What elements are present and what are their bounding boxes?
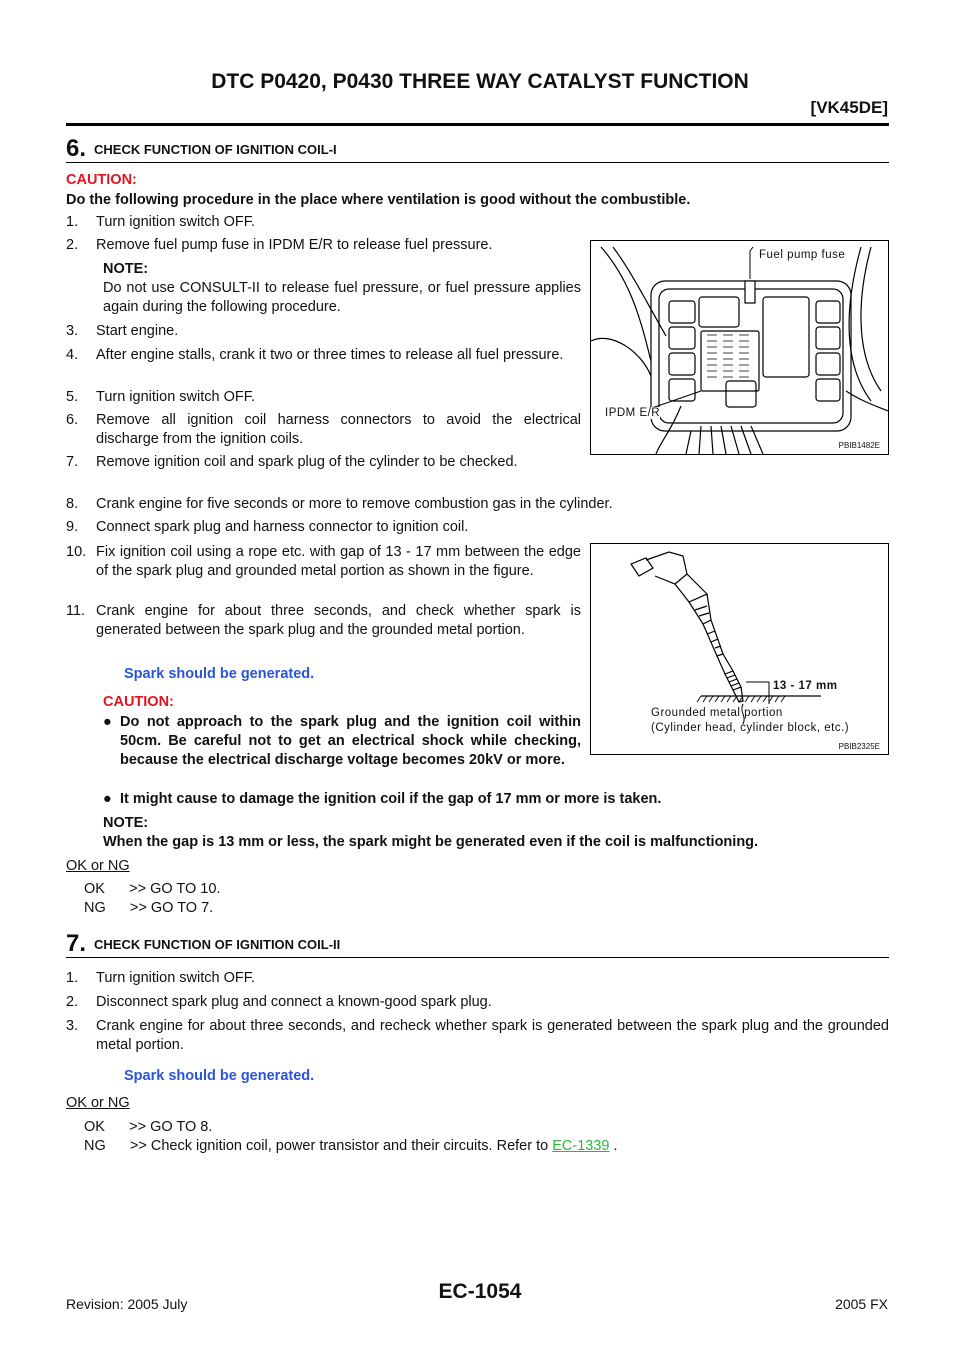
ignition-coil-figure (590, 543, 889, 755)
ok-ng-label: OK or NG (66, 858, 130, 874)
list-item: 4. After engine stalls, crank it two or three times to release all fuel pressure. (66, 347, 564, 363)
list-item: 3. Crank engine for about three seconds, and recheck whether spark is generated between the spark plug and the grounded metal portion. (66, 1018, 889, 1053)
page-number: EC-1054 (438, 1280, 522, 1303)
figure-code: PBIB1482E (838, 441, 880, 450)
ok-result: OK >> GO TO 10. (84, 881, 221, 897)
list-item: 7. Remove ignition coil and spark plug of the cylinder to be checked. (66, 454, 518, 470)
step-title: CHECK FUNCTION OF IGNITION COIL-II (94, 937, 341, 952)
step-title: CHECK FUNCTION OF IGNITION COIL-I (94, 142, 337, 157)
model-year: 2005 FX (835, 1296, 888, 1312)
ipdm-label: IPDM E/R (605, 407, 661, 419)
note-label: NOTE: (103, 815, 149, 831)
ng-result: NG >> GO TO 7. (84, 900, 214, 916)
list-item: 5. Turn ignition switch OFF. (66, 389, 256, 405)
ref-link[interactable]: EC-1339 (552, 1138, 610, 1154)
ok-result: OK >> GO TO 8. (84, 1119, 213, 1135)
step-number: 6. (66, 135, 87, 162)
list-item: 10. Fix ignition coil using a rope etc. with gap of 13 - 17 mm between the edge of the spark plug and grounded metal portion as shown in the figure. (66, 544, 581, 579)
step-7-heading (66, 930, 889, 958)
spec-text: Spark should be generated. (124, 666, 315, 682)
list-item: 2. Remove fuel pump fuse in IPDM E/R to release fuel pressure. (66, 237, 493, 253)
list-item: 1. Turn ignition switch OFF. (66, 970, 256, 986)
list-item: 1. Turn ignition switch OFF. (66, 214, 256, 230)
list-item: 9. Connect spark plug and harness connector to ignition coil. (66, 519, 469, 535)
ipdm-diagram (591, 241, 888, 454)
list-item: 8. Crank engine for five seconds or more to remove combustion gas in the cylinder. (66, 496, 613, 512)
step-rule (66, 957, 889, 958)
gap-label: 13 - 17 mm (773, 680, 838, 692)
ipdm-figure (590, 240, 889, 455)
page-title: DTC P0420, P0430 THREE WAY CATALYST FUNCTION (211, 70, 749, 93)
caution-label: CAUTION: (103, 694, 174, 710)
list-item: 6. Remove all ignition coil harness connectors to avoid the electrical discharge from the ignition coils. (66, 412, 581, 447)
step-number: 7. (66, 930, 87, 957)
list-item: 3. Start engine. (66, 323, 179, 339)
grounded-metal-sublabel: (Cylinder head, cylinder block, etc.) (651, 722, 850, 734)
step-6-heading (66, 135, 889, 163)
spec-text: Spark should be generated. (124, 1068, 315, 1084)
fuel-pump-fuse-label: Fuel pump fuse (759, 249, 846, 261)
list-item: 11. Crank engine for about three seconds, and check whether spark is generated between the spark plug and the grounded metal portion. (66, 603, 581, 638)
ok-ng-label: OK or NG (66, 1095, 130, 1111)
header-rule (66, 123, 889, 126)
list-item: 2. Disconnect spark plug and connect a known-good spark plug. (66, 994, 492, 1010)
note-label: NOTE: (103, 261, 149, 277)
revision-date: Revision: 2005 July (66, 1296, 188, 1312)
note-text: When the gap is 13 mm or less, the spark might be generated even if the coil is malfunctioning. (103, 834, 759, 850)
caution-bullet: ● Do not approach to the spark plug and the ignition coil within 50cm. Be careful not to get an electrical shock while checking, because the electrical discharge voltage becomes 20kV or more. (103, 714, 581, 768)
engine-model: [VK45DE] (810, 98, 888, 117)
grounded-metal-label: Grounded metal portion (651, 707, 783, 719)
caution-bullet: ● It might cause to damage the ignition coil if the gap of 17 mm or more is taken. (103, 791, 662, 807)
ng-result: NG >> Check ignition coil, power transistor and their circuits. Refer to EC-1339 . (84, 1138, 618, 1154)
figure-code: PBIB2325E (838, 742, 880, 751)
note-text: Do not use CONSULT-II to release fuel pressure, or fuel pressure applies again during the following procedure. (103, 280, 581, 315)
caution-text: Do the following procedure in the place where ventilation is good without the combustible. (66, 192, 691, 208)
caution-label: CAUTION: (66, 172, 137, 188)
step-rule (66, 162, 889, 163)
